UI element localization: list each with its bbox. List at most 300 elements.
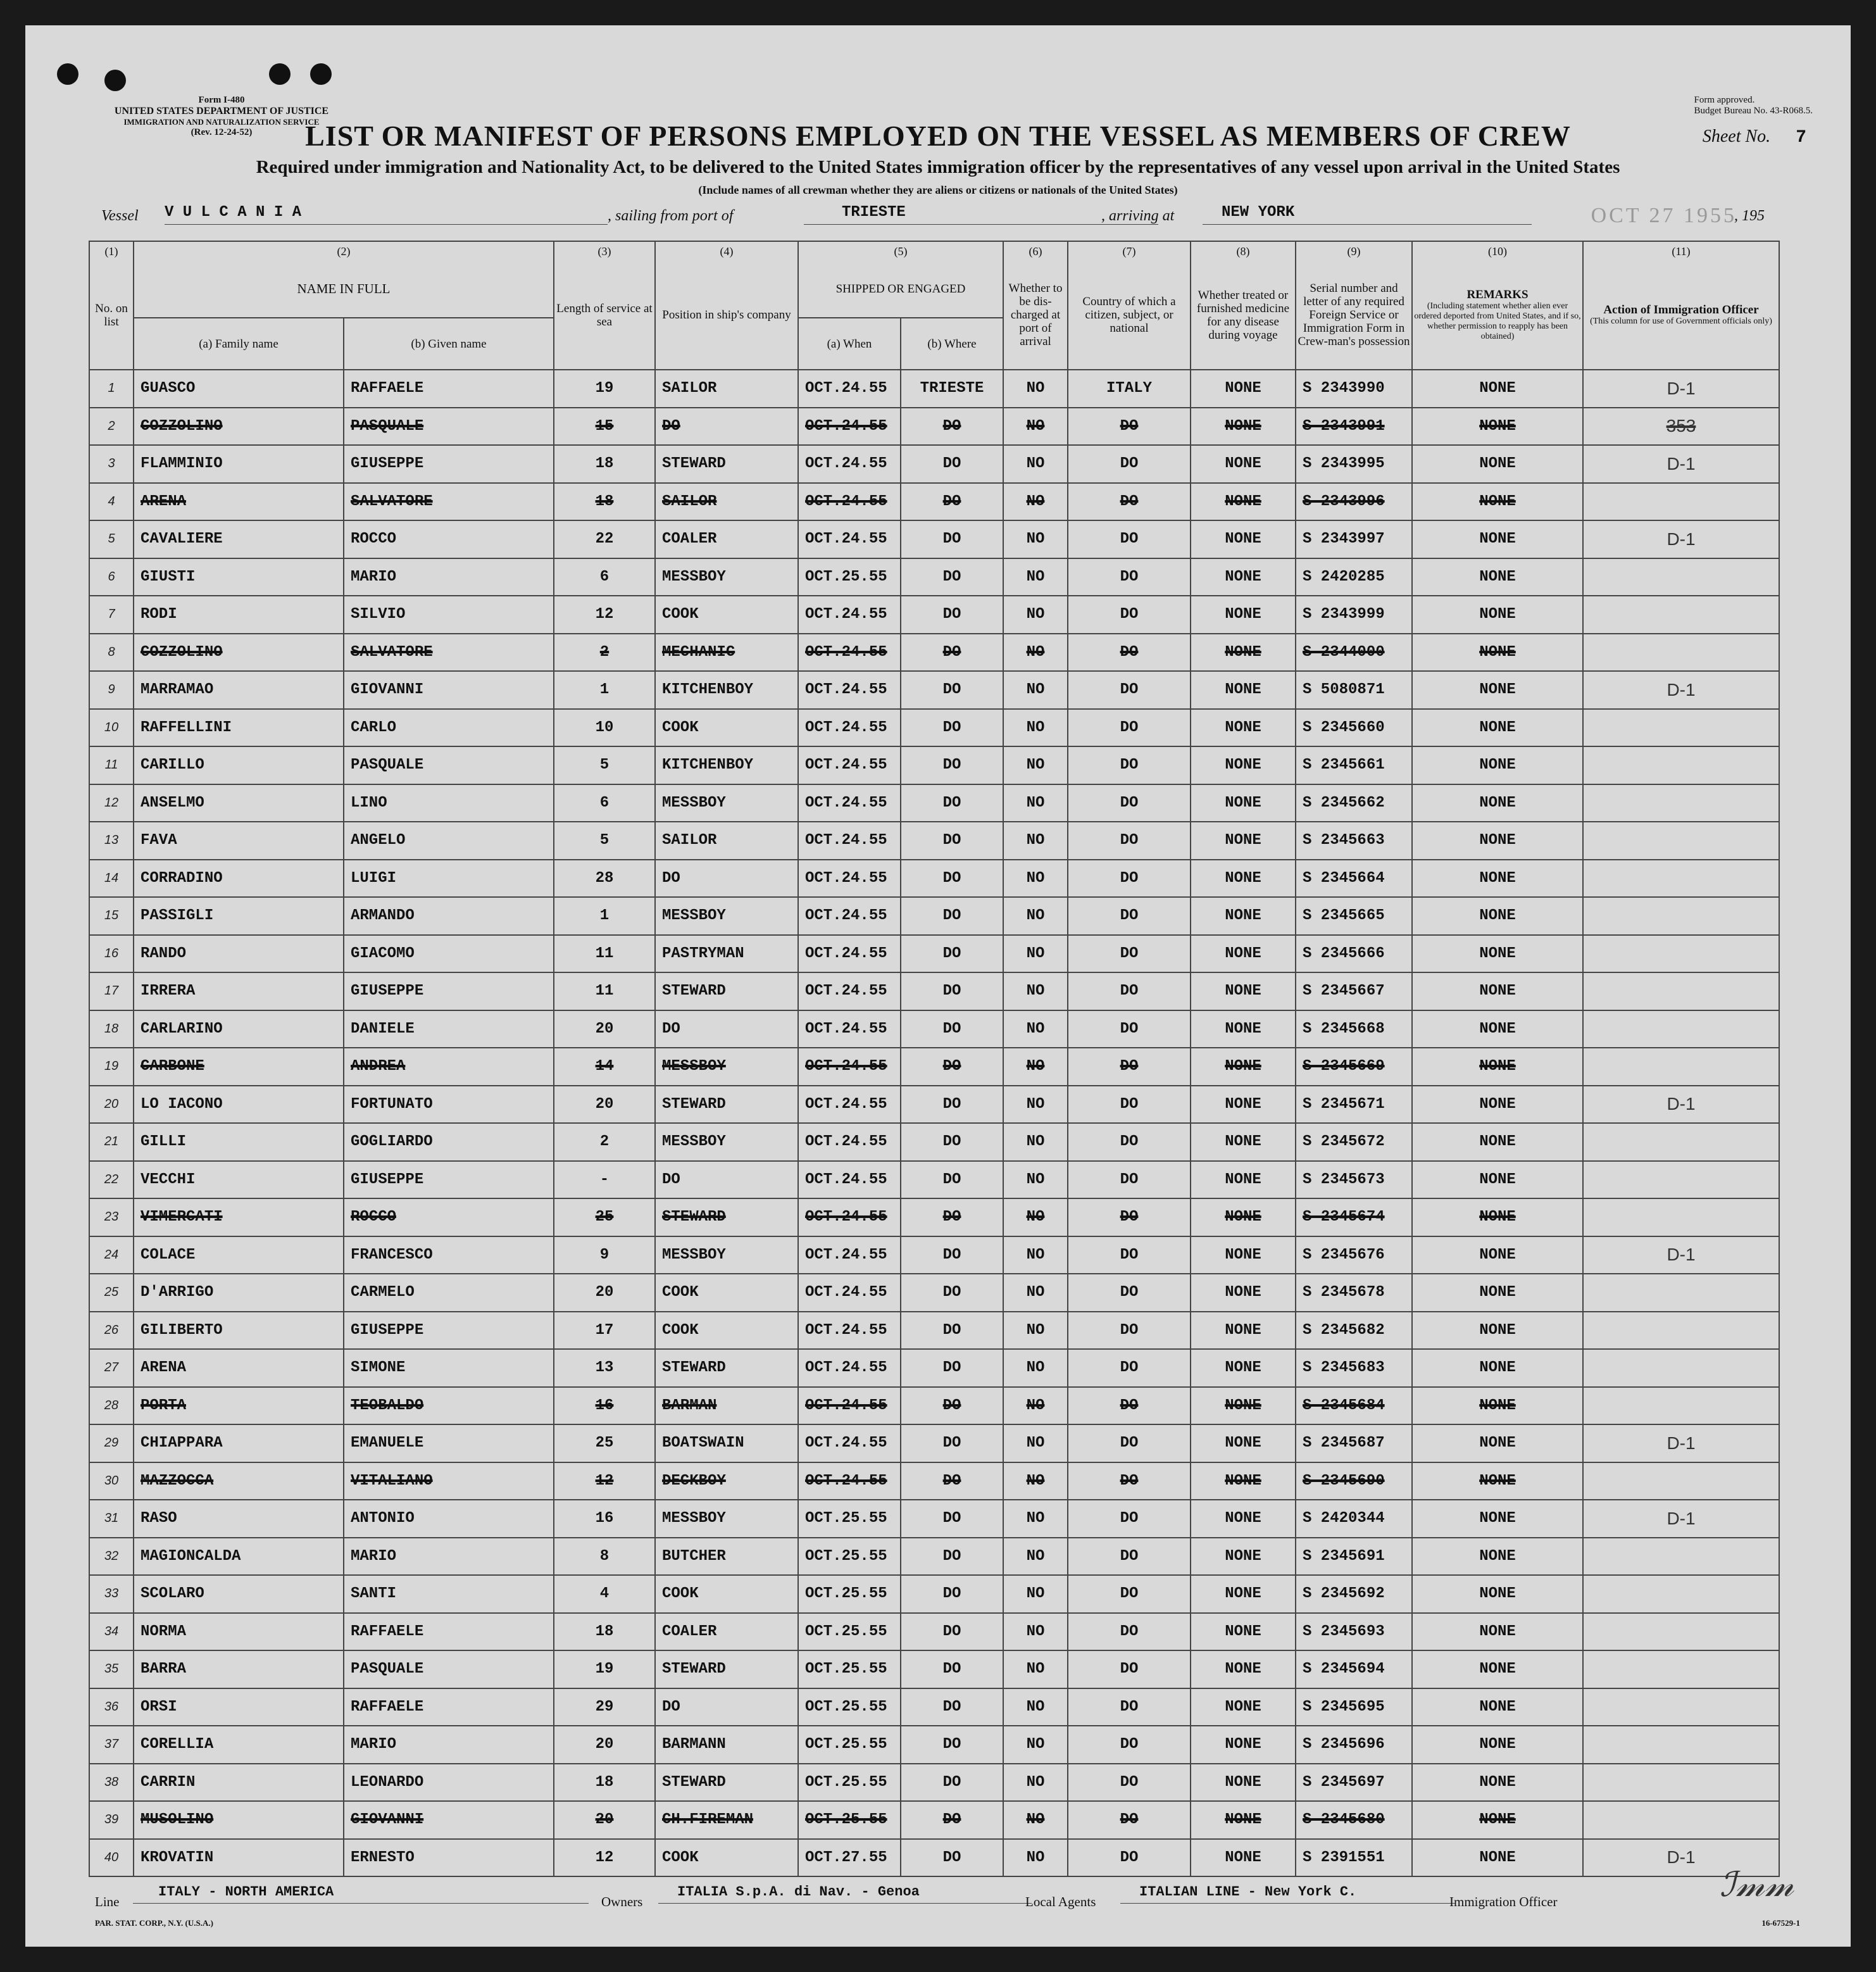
length-of-service: 12 bbox=[554, 1462, 655, 1500]
position: KITCHENBOY bbox=[655, 746, 798, 784]
position: MESSBOY bbox=[655, 784, 798, 822]
discharged: NO bbox=[1003, 822, 1068, 860]
officer-action bbox=[1583, 1048, 1779, 1086]
length-of-service: 20 bbox=[554, 1801, 655, 1839]
shipped-when: OCT.24.55 bbox=[798, 596, 901, 634]
shipped-when: OCT.25.55 bbox=[798, 1575, 901, 1613]
length-of-service: 1 bbox=[554, 897, 655, 935]
col-num: (1) bbox=[89, 241, 134, 261]
shipped-where: DO bbox=[901, 1688, 1003, 1726]
given-name: PASQUALE bbox=[344, 746, 554, 784]
vessel-label: Vessel bbox=[101, 208, 139, 224]
remarks: NONE bbox=[1412, 935, 1583, 973]
family-name: GILIBERTO bbox=[134, 1312, 344, 1350]
row-number: 31 bbox=[89, 1500, 134, 1538]
shipped-where: DO bbox=[901, 408, 1003, 446]
family-name: BARRA bbox=[134, 1650, 344, 1688]
shipped-where: DO bbox=[901, 1312, 1003, 1350]
position: COALER bbox=[655, 1613, 798, 1651]
given-name: SILVIO bbox=[344, 596, 554, 634]
family-name: RAFFELLINI bbox=[134, 709, 344, 747]
given-name: TEOBALDO bbox=[344, 1387, 554, 1425]
discharged: NO bbox=[1003, 935, 1068, 973]
position: COOK bbox=[655, 1839, 798, 1877]
shipped-where: DO bbox=[901, 1236, 1003, 1274]
position: DO bbox=[655, 408, 798, 446]
position: COALER bbox=[655, 520, 798, 558]
table-row bbox=[89, 1650, 1779, 1688]
given-name: RAFFAELE bbox=[344, 1688, 554, 1726]
shipped-when: OCT.25.55 bbox=[798, 1801, 901, 1839]
given-name: GIUSEPPE bbox=[344, 972, 554, 1010]
given-name: CARMELO bbox=[344, 1274, 554, 1312]
length-of-service: 12 bbox=[554, 596, 655, 634]
given-name: GIOVANNI bbox=[344, 1801, 554, 1839]
position: STEWARD bbox=[655, 1650, 798, 1688]
col-num: (4) bbox=[655, 241, 798, 261]
shipped-where: DO bbox=[901, 1274, 1003, 1312]
row-number: 22 bbox=[89, 1161, 134, 1199]
given-name: LUIGI bbox=[344, 860, 554, 898]
discharged: NO bbox=[1003, 1349, 1068, 1387]
shipped-where: DO bbox=[901, 1048, 1003, 1086]
given-name: RAFFAELE bbox=[344, 370, 554, 408]
officer-action bbox=[1583, 558, 1779, 596]
serial-number: S 2345672 bbox=[1296, 1123, 1412, 1161]
country: DO bbox=[1068, 1274, 1191, 1312]
shipped-when: OCT.24.55 bbox=[798, 445, 901, 483]
serial-number: S 2345665 bbox=[1296, 897, 1412, 935]
country: DO bbox=[1068, 634, 1191, 672]
discharged: NO bbox=[1003, 558, 1068, 596]
row-number: 4 bbox=[89, 483, 134, 521]
given-name: SALVATORE bbox=[344, 634, 554, 672]
remarks: NONE bbox=[1412, 1123, 1583, 1161]
shipped-when: OCT.24.55 bbox=[798, 483, 901, 521]
officer-signature: ℐ𝓂𝓂 bbox=[1719, 1864, 1794, 1904]
row-number: 24 bbox=[89, 1236, 134, 1274]
discharged: NO bbox=[1003, 370, 1068, 408]
shipped-when: OCT.24.55 bbox=[798, 746, 901, 784]
row-number: 9 bbox=[89, 671, 134, 709]
serial-number: S 2343996 bbox=[1296, 483, 1412, 521]
officer-action bbox=[1583, 1198, 1779, 1236]
given-name: PASQUALE bbox=[344, 408, 554, 446]
remarks: NONE bbox=[1412, 1198, 1583, 1236]
position: COOK bbox=[655, 596, 798, 634]
discharged: NO bbox=[1003, 1801, 1068, 1839]
serial-number: S 5080871 bbox=[1296, 671, 1412, 709]
family-name: COZZOLINO bbox=[134, 408, 344, 446]
country: DO bbox=[1068, 746, 1191, 784]
position: MESSBOY bbox=[655, 1500, 798, 1538]
serial-number: S 2345693 bbox=[1296, 1613, 1412, 1651]
discharged: NO bbox=[1003, 1312, 1068, 1350]
row-number: 23 bbox=[89, 1198, 134, 1236]
discharged: NO bbox=[1003, 1764, 1068, 1802]
year-label: , 195 bbox=[1734, 208, 1765, 224]
length-of-service: 20 bbox=[554, 1726, 655, 1764]
medicine: NONE bbox=[1191, 1349, 1296, 1387]
line-label: Line bbox=[95, 1894, 120, 1909]
remarks: NONE bbox=[1412, 897, 1583, 935]
serial-number: S 2345666 bbox=[1296, 935, 1412, 973]
header-position: Position in ship's company bbox=[655, 261, 798, 370]
family-name: RODI bbox=[134, 596, 344, 634]
position: MESSBOY bbox=[655, 558, 798, 596]
remarks: NONE bbox=[1412, 520, 1583, 558]
discharged: NO bbox=[1003, 1086, 1068, 1124]
shipped-when: OCT.25.55 bbox=[798, 558, 901, 596]
table-row bbox=[89, 709, 1779, 747]
shipped-where: DO bbox=[901, 1161, 1003, 1199]
medicine: NONE bbox=[1191, 1387, 1296, 1425]
medicine: NONE bbox=[1191, 1086, 1296, 1124]
length-of-service: 11 bbox=[554, 972, 655, 1010]
position: STEWARD bbox=[655, 972, 798, 1010]
country: DO bbox=[1068, 822, 1191, 860]
row-number: 19 bbox=[89, 1048, 134, 1086]
given-name: LEONARDO bbox=[344, 1764, 554, 1802]
remarks: NONE bbox=[1412, 1839, 1583, 1877]
form-approval bbox=[1694, 95, 1813, 116]
family-name: KROVATIN bbox=[134, 1839, 344, 1877]
discharged: NO bbox=[1003, 1161, 1068, 1199]
col-num: (5) bbox=[798, 241, 1003, 261]
officer-action: 353 bbox=[1583, 408, 1779, 446]
serial-number: S 2345695 bbox=[1296, 1688, 1412, 1726]
manifest-sheet bbox=[25, 25, 1851, 1947]
length-of-service: 18 bbox=[554, 483, 655, 521]
shipped-when: OCT.24.55 bbox=[798, 1161, 901, 1199]
family-name: IRRERA bbox=[134, 972, 344, 1010]
table-row bbox=[89, 596, 1779, 634]
discharged: NO bbox=[1003, 746, 1068, 784]
officer-action bbox=[1583, 1123, 1779, 1161]
country: DO bbox=[1068, 1048, 1191, 1086]
given-name: MARIO bbox=[344, 1726, 554, 1764]
given-name: ARMANDO bbox=[344, 897, 554, 935]
table-row bbox=[89, 1123, 1779, 1161]
medicine: NONE bbox=[1191, 1538, 1296, 1576]
table-row bbox=[89, 408, 1779, 446]
medicine: NONE bbox=[1191, 709, 1296, 747]
vessel-line bbox=[63, 203, 1813, 230]
remarks: NONE bbox=[1412, 1688, 1583, 1726]
shipped-when: OCT.24.55 bbox=[798, 408, 901, 446]
vessel-value: V U L C A N I A bbox=[165, 204, 608, 225]
medicine: NONE bbox=[1191, 1198, 1296, 1236]
family-name: LO IACONO bbox=[134, 1086, 344, 1124]
remarks: NONE bbox=[1412, 1349, 1583, 1387]
family-name: VECCHI bbox=[134, 1161, 344, 1199]
shipped-when: OCT.24.55 bbox=[798, 860, 901, 898]
shipped-when: OCT.25.55 bbox=[798, 1726, 901, 1764]
length-of-service: 29 bbox=[554, 1688, 655, 1726]
table-row bbox=[89, 1387, 1779, 1425]
serial-number: S 2343997 bbox=[1296, 520, 1412, 558]
shipped-when: OCT.24.55 bbox=[798, 935, 901, 973]
medicine: NONE bbox=[1191, 935, 1296, 973]
medicine: NONE bbox=[1191, 520, 1296, 558]
country: DO bbox=[1068, 1086, 1191, 1124]
revision: (Rev. 12-24-52) bbox=[191, 127, 253, 137]
officer-action bbox=[1583, 1538, 1779, 1576]
medicine: NONE bbox=[1191, 1613, 1296, 1651]
given-name: FRANCESCO bbox=[344, 1236, 554, 1274]
table-row bbox=[89, 1538, 1779, 1576]
punch-hole bbox=[104, 70, 126, 91]
remarks: NONE bbox=[1412, 1312, 1583, 1350]
length-of-service: 12 bbox=[554, 1839, 655, 1877]
agents-value: ITALIAN LINE - New York C. bbox=[1120, 1884, 1456, 1904]
medicine: NONE bbox=[1191, 1575, 1296, 1613]
header-action bbox=[1583, 261, 1779, 370]
remarks: NONE bbox=[1412, 1801, 1583, 1839]
serial-number: S 2345664 bbox=[1296, 860, 1412, 898]
length-of-service: 8 bbox=[554, 1538, 655, 1576]
medicine: NONE bbox=[1191, 1462, 1296, 1500]
shipped-when: OCT.25.55 bbox=[798, 1538, 901, 1576]
remarks: NONE bbox=[1412, 822, 1583, 860]
shipped-where: DO bbox=[901, 483, 1003, 521]
header-country: Country of which a citizen, subject, or national bbox=[1068, 261, 1191, 370]
remarks: NONE bbox=[1412, 1236, 1583, 1274]
country: DO bbox=[1068, 897, 1191, 935]
remarks: NONE bbox=[1412, 1161, 1583, 1199]
shipped-where: DO bbox=[901, 1424, 1003, 1462]
medicine: NONE bbox=[1191, 1726, 1296, 1764]
serial-number: S 2345697 bbox=[1296, 1764, 1412, 1802]
shipped-where: DO bbox=[901, 1462, 1003, 1500]
service: IMMIGRATION AND NATURALIZATION SERVICE bbox=[123, 117, 320, 127]
serial-number: S 2420344 bbox=[1296, 1500, 1412, 1538]
position: BARMAN bbox=[655, 1387, 798, 1425]
header-when: (a) When bbox=[798, 318, 901, 370]
discharged: NO bbox=[1003, 1462, 1068, 1500]
officer-action: D-1 bbox=[1583, 671, 1779, 709]
medicine: NONE bbox=[1191, 1839, 1296, 1877]
family-name: COZZOLINO bbox=[134, 634, 344, 672]
row-number: 2 bbox=[89, 408, 134, 446]
given-name: SALVATORE bbox=[344, 483, 554, 521]
family-name: ORSI bbox=[134, 1688, 344, 1726]
remarks: NONE bbox=[1412, 370, 1583, 408]
table-row bbox=[89, 822, 1779, 860]
country: DO bbox=[1068, 1424, 1191, 1462]
position: DO bbox=[655, 1161, 798, 1199]
discharged: NO bbox=[1003, 1274, 1068, 1312]
shipped-when: OCT.24.55 bbox=[798, 1387, 901, 1425]
country: DO bbox=[1068, 1198, 1191, 1236]
discharged: NO bbox=[1003, 1613, 1068, 1651]
officer-action bbox=[1583, 483, 1779, 521]
remarks: NONE bbox=[1412, 1575, 1583, 1613]
shipped-when: OCT.24.55 bbox=[798, 671, 901, 709]
shipped-when: OCT.24.55 bbox=[798, 1462, 901, 1500]
family-name: FLAMMINIO bbox=[134, 445, 344, 483]
discharged: NO bbox=[1003, 1650, 1068, 1688]
shipped-when: OCT.24.55 bbox=[798, 370, 901, 408]
row-number: 38 bbox=[89, 1764, 134, 1802]
shipped-where: DO bbox=[901, 935, 1003, 973]
header-no-on-list: No. on list bbox=[89, 261, 134, 370]
punch-hole bbox=[269, 63, 291, 85]
officer-action bbox=[1583, 1312, 1779, 1350]
length-of-service: 10 bbox=[554, 709, 655, 747]
family-name: CHIAPPARA bbox=[134, 1424, 344, 1462]
shipped-where: DO bbox=[901, 1613, 1003, 1651]
officer-action: D-1 bbox=[1583, 1086, 1779, 1124]
col-num: (2) bbox=[134, 241, 554, 261]
col-num: (9) bbox=[1296, 241, 1412, 261]
row-number: 36 bbox=[89, 1688, 134, 1726]
owners-value: ITALIA S.p.A. di Nav. - Genoa bbox=[658, 1884, 1032, 1904]
position: DO bbox=[655, 860, 798, 898]
serial-number: S 2345694 bbox=[1296, 1650, 1412, 1688]
serial-number: S 2391551 bbox=[1296, 1839, 1412, 1877]
length-of-service: 20 bbox=[554, 1010, 655, 1048]
budget-text: Budget Bureau No. 43-R068.5. bbox=[1694, 106, 1813, 116]
discharged: NO bbox=[1003, 1424, 1068, 1462]
shipped-where: DO bbox=[901, 1801, 1003, 1839]
position: STEWARD bbox=[655, 1198, 798, 1236]
discharged: NO bbox=[1003, 1726, 1068, 1764]
shipped-where: DO bbox=[901, 520, 1003, 558]
position: PASTRYMAN bbox=[655, 935, 798, 973]
col-num: (10) bbox=[1412, 241, 1583, 261]
row-number: 32 bbox=[89, 1538, 134, 1576]
table-row bbox=[89, 671, 1779, 709]
table-row bbox=[89, 1048, 1779, 1086]
table-row bbox=[89, 1236, 1779, 1274]
row-number: 14 bbox=[89, 860, 134, 898]
department: UNITED STATES DEPARTMENT OF JUSTICE bbox=[114, 106, 329, 116]
family-name: GUASCO bbox=[134, 370, 344, 408]
given-name: GIOVANNI bbox=[344, 671, 554, 709]
header-remarks bbox=[1412, 261, 1583, 370]
officer-action bbox=[1583, 1274, 1779, 1312]
shipped-where: DO bbox=[901, 671, 1003, 709]
shipped-where: DO bbox=[901, 1726, 1003, 1764]
row-number: 18 bbox=[89, 1010, 134, 1048]
given-name: VITALIANO bbox=[344, 1462, 554, 1500]
length-of-service: 18 bbox=[554, 445, 655, 483]
serial-number: S 2345692 bbox=[1296, 1575, 1412, 1613]
length-of-service: 19 bbox=[554, 370, 655, 408]
table-row bbox=[89, 1839, 1779, 1877]
medicine: NONE bbox=[1191, 558, 1296, 596]
row-number: 39 bbox=[89, 1801, 134, 1839]
medicine: NONE bbox=[1191, 972, 1296, 1010]
given-name: ROCCO bbox=[344, 520, 554, 558]
serial-number: S 2344000 bbox=[1296, 634, 1412, 672]
family-name: ANSELMO bbox=[134, 784, 344, 822]
position: MESSBOY bbox=[655, 1123, 798, 1161]
family-name: RASO bbox=[134, 1500, 344, 1538]
position: SAILOR bbox=[655, 822, 798, 860]
medicine: NONE bbox=[1191, 1236, 1296, 1274]
table-row bbox=[89, 935, 1779, 973]
shipped-where: DO bbox=[901, 1349, 1003, 1387]
position: KITCHENBOY bbox=[655, 671, 798, 709]
table-row bbox=[89, 1801, 1779, 1839]
position: SAILOR bbox=[655, 370, 798, 408]
family-name: MARRAMAO bbox=[134, 671, 344, 709]
remarks: NONE bbox=[1412, 634, 1583, 672]
position: STEWARD bbox=[655, 445, 798, 483]
header-row bbox=[89, 261, 1779, 318]
shipped-where: DO bbox=[901, 1010, 1003, 1048]
serial-number: S 2420285 bbox=[1296, 558, 1412, 596]
length-of-service: 15 bbox=[554, 408, 655, 446]
country: DO bbox=[1068, 1236, 1191, 1274]
col-num: (6) bbox=[1003, 241, 1068, 261]
position: DO bbox=[655, 1010, 798, 1048]
family-name: SCOLARO bbox=[134, 1575, 344, 1613]
given-name: SANTI bbox=[344, 1575, 554, 1613]
position: COOK bbox=[655, 1312, 798, 1350]
country: DO bbox=[1068, 1688, 1191, 1726]
form-number: Form I-480 bbox=[198, 95, 245, 105]
medicine: NONE bbox=[1191, 1424, 1296, 1462]
shipped-when: OCT.25.55 bbox=[798, 1688, 901, 1726]
country: DO bbox=[1068, 1387, 1191, 1425]
table-row bbox=[89, 1086, 1779, 1124]
position: BUTCHER bbox=[655, 1538, 798, 1576]
remarks: NONE bbox=[1412, 972, 1583, 1010]
header-where: (b) Where bbox=[901, 318, 1003, 370]
remarks: NONE bbox=[1412, 671, 1583, 709]
officer-action bbox=[1583, 1613, 1779, 1651]
remarks: NONE bbox=[1412, 1048, 1583, 1086]
family-name: ARENA bbox=[134, 1349, 344, 1387]
officer-action bbox=[1583, 1688, 1779, 1726]
position: MESSBOY bbox=[655, 1236, 798, 1274]
sailing-value: TRIESTE bbox=[804, 204, 1158, 225]
serial-number: S 2345668 bbox=[1296, 1010, 1412, 1048]
shipped-where: DO bbox=[901, 445, 1003, 483]
family-name: CARILLO bbox=[134, 746, 344, 784]
table-row bbox=[89, 1010, 1779, 1048]
printer-imprint: PAR. STAT. CORP., N.Y. (U.S.A.) bbox=[95, 1918, 213, 1928]
medicine: NONE bbox=[1191, 596, 1296, 634]
position: SAILOR bbox=[655, 483, 798, 521]
family-name: RANDO bbox=[134, 935, 344, 973]
remarks: NONE bbox=[1412, 709, 1583, 747]
shipped-where: DO bbox=[901, 558, 1003, 596]
family-name: PORTA bbox=[134, 1387, 344, 1425]
country: DO bbox=[1068, 860, 1191, 898]
country: DO bbox=[1068, 1650, 1191, 1688]
shipped-where: DO bbox=[901, 634, 1003, 672]
sailing-label: , sailing from port of bbox=[608, 208, 734, 224]
remarks: NONE bbox=[1412, 1726, 1583, 1764]
discharged: NO bbox=[1003, 1010, 1068, 1048]
header-given-name: (b) Given name bbox=[344, 318, 554, 370]
remarks: NONE bbox=[1412, 784, 1583, 822]
shipped-where: DO bbox=[901, 1650, 1003, 1688]
given-name: EMANUELE bbox=[344, 1424, 554, 1462]
position: CH.FIREMAN bbox=[655, 1801, 798, 1839]
given-name: ANGELO bbox=[344, 822, 554, 860]
medicine: NONE bbox=[1191, 1650, 1296, 1688]
table-row bbox=[89, 558, 1779, 596]
country: DO bbox=[1068, 1839, 1191, 1877]
officer-action bbox=[1583, 897, 1779, 935]
include-note: (Include names of all crewman whether they are aliens or citizens or nationals of the United States) bbox=[698, 184, 1178, 196]
table-row bbox=[89, 634, 1779, 672]
